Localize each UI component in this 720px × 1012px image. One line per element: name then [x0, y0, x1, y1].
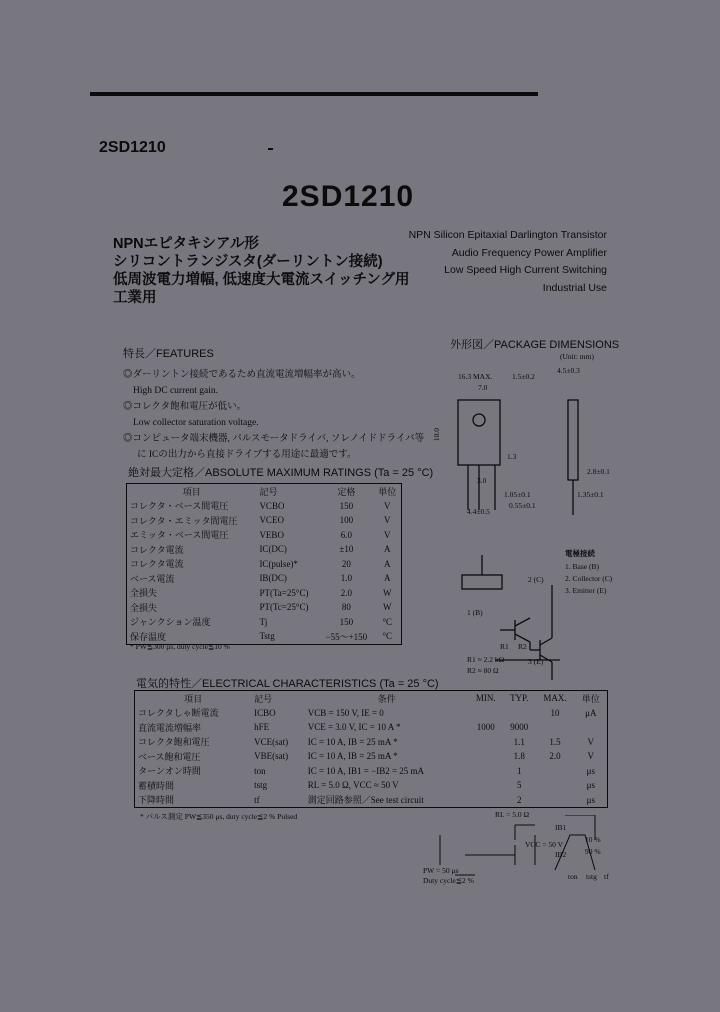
table-cell: コレクタ電流	[130, 544, 184, 555]
pins-title: 電極接続	[565, 549, 595, 558]
table-cell: A	[384, 544, 391, 555]
table-cell: ベース電流	[130, 573, 175, 584]
table-row	[135, 793, 608, 808]
table-cell: 1	[516, 765, 522, 776]
table-cell: ±10	[339, 544, 354, 555]
header-cell: MAX.	[543, 693, 567, 704]
table-cell: VCBO	[259, 500, 285, 511]
table-cell: °C	[382, 616, 393, 627]
circuit-label: 3 (E)	[528, 657, 544, 666]
table-cell: 1.1	[513, 736, 525, 747]
table-cell: 1.0	[340, 573, 352, 584]
top-rule	[90, 92, 538, 96]
dim-label: 0.55±0.1	[509, 501, 536, 510]
table-cell: IC(DC)	[259, 544, 287, 555]
circuit-label: R1 ≈ 2.2 kΩ	[467, 655, 505, 664]
desc-en-line: Industrial Use	[542, 281, 607, 294]
table-cell: 全損失	[130, 588, 158, 599]
table-row	[127, 586, 402, 601]
table-cell: VEBO	[259, 529, 284, 540]
table-row	[135, 735, 608, 750]
dim-label: 4.5±0.3	[557, 366, 580, 375]
table-cell: 10	[550, 707, 560, 718]
test-label: IB2	[555, 850, 567, 859]
circuit-label: R2	[518, 642, 527, 651]
pin-label: 3. Emitter (E)	[565, 586, 607, 595]
header-cell: 項目	[184, 693, 203, 704]
header-cell: 条件	[377, 693, 396, 704]
electrical-table	[134, 690, 608, 808]
table-cell: 2.0	[549, 751, 561, 762]
table-cell: 150	[339, 500, 354, 511]
table-row	[127, 557, 402, 572]
header-part-number: 2SD1210	[99, 139, 166, 156]
table-cell: 100	[339, 515, 354, 526]
table-cell: 全損失	[130, 602, 158, 613]
feature-item: ◎コンピュータ端末機器, パルスモータドライバ, ソレノイドドライバ等	[123, 434, 425, 444]
table-cell: ton	[254, 765, 266, 776]
table-cell: A	[384, 573, 391, 584]
desc-en-line: Low Speed High Current Switching	[444, 264, 607, 276]
table-cell: 20	[341, 558, 351, 569]
table-cell: V	[384, 529, 391, 540]
table-cell: VCE(sat)	[254, 736, 289, 747]
table-cell: コレクタしゃ断電流	[138, 708, 219, 719]
table-row	[127, 499, 402, 514]
table-cell	[468, 706, 502, 721]
dim-label: 10.0	[432, 427, 442, 442]
table-row	[127, 542, 402, 557]
feature-item: Low collector saturation voltage.	[133, 418, 259, 428]
abs-max-note: * PW≦300 μs, duty cycle≦10 %	[130, 642, 230, 651]
table-cell: 80	[341, 602, 351, 613]
table-cell: V	[384, 500, 391, 511]
test-label: 10 %	[585, 835, 601, 844]
header-cell: TYP.	[510, 693, 529, 704]
test-label: tstg	[586, 872, 597, 881]
table-cell: 下降時間	[138, 795, 175, 806]
table-cell	[535, 720, 574, 735]
table-row	[127, 571, 402, 586]
test-label: VCC = 50 V	[525, 840, 564, 849]
table-cell: 2.0	[340, 587, 352, 598]
table-row	[135, 720, 608, 735]
table-cell: コレクタ・ベース間電圧	[130, 501, 229, 512]
dim-label: 1.05±0.1	[504, 490, 531, 499]
table-cell: IC = 10 A, IB = 25 mA *	[307, 751, 398, 762]
table-cell: 6.0	[340, 529, 352, 540]
features-section	[123, 345, 424, 463]
table-cell: コレクタ電流	[130, 559, 184, 570]
table-cell: A	[384, 558, 391, 569]
pin-label: 1. Base (B)	[565, 562, 599, 571]
table-cell	[535, 764, 574, 779]
table-cell	[575, 720, 608, 735]
description-jp	[113, 235, 409, 307]
table-row	[135, 706, 608, 721]
table-cell: 150	[339, 616, 354, 627]
table-row	[127, 513, 402, 528]
desc-jp-line: シリコントランジスタ(ダーリントン接続)	[113, 254, 383, 270]
header-cell: MIN.	[475, 693, 496, 704]
table-cell	[503, 706, 535, 721]
feature-item: ◎コレクタ飽和電圧が低い。	[123, 402, 247, 412]
table-cell	[535, 793, 574, 808]
table-cell: 保存温度	[130, 631, 167, 642]
desc-jp-line: 低周波電力増幅, 低速度大電流スイッチング用	[113, 272, 410, 288]
table-cell	[468, 764, 502, 779]
table-row	[127, 528, 402, 543]
test-label: tf	[604, 872, 609, 881]
table-cell: Tj	[259, 616, 268, 627]
table-cell: 1.8	[513, 751, 525, 762]
desc-en-line: NPN Silicon Epitaxial Darlington Transistor	[408, 229, 607, 241]
test-label: ton	[568, 872, 578, 881]
table-cell: V	[587, 751, 595, 762]
table-cell	[535, 778, 574, 793]
desc-en-line: Audio Frequency Power Amplifier	[451, 246, 607, 259]
table-row	[135, 764, 608, 779]
table-cell	[468, 793, 502, 808]
circuit-label: 2 (C)	[528, 575, 544, 584]
table-cell	[468, 735, 502, 750]
pin-label: 2. Collector (C)	[565, 574, 613, 583]
package-drawing	[440, 360, 630, 690]
table-cell: −55～+150	[325, 631, 368, 642]
table-cell: 9000	[510, 722, 529, 733]
table-cell: ジャンクション温度	[130, 617, 211, 628]
table-cell: コレクタ・エミッタ間電圧	[130, 515, 238, 526]
description-en	[409, 227, 607, 297]
header-cell: 記号	[259, 486, 278, 497]
table-cell: tf	[254, 794, 260, 805]
abs-max-title: 絶対最大定格／ABSOLUTE MAXIMUM RATINGS (Ta = 25 °C)	[128, 467, 434, 479]
table-cell: 蓄積時間	[138, 780, 175, 791]
table-cell: 直流電流増幅率	[138, 722, 202, 733]
dim-label: 1.5±0.2	[512, 372, 535, 381]
features-title: 特長／FEATURES	[123, 348, 214, 360]
table-cell: V	[587, 736, 595, 747]
header-cell: 定格	[337, 486, 356, 497]
table-cell: PT(Ta=25°C)	[259, 587, 309, 598]
table-cell: W	[383, 602, 392, 613]
header-cell: 単位	[581, 693, 600, 704]
table-header	[127, 484, 402, 499]
header-cell: 記号	[254, 693, 273, 704]
table-row	[135, 749, 608, 764]
electrical-note: * パルス測定 PW≦350 μs, duty cycle≦2 % Pulsed	[140, 812, 298, 821]
circuit-label: R2 ≈ 80 Ω	[467, 666, 499, 675]
table-row	[135, 778, 608, 793]
table-cell: ベース飽和電圧	[138, 751, 201, 762]
test-label: IB1	[555, 823, 567, 832]
table-cell: VCE = 3.0 V, IC = 10 A *	[307, 722, 401, 733]
header-cell: 単位	[378, 486, 397, 497]
table-cell: μs	[586, 780, 595, 791]
feature-item: に ICの出力から直接ドライブする用途に最適です。	[137, 450, 357, 460]
package-title: 外形図／PACKAGE DIMENSIONS	[450, 339, 620, 351]
table-cell: Tstg	[259, 631, 275, 642]
absolute-max-table	[126, 483, 402, 645]
table-cell: PT(Tc=25°C)	[259, 602, 309, 613]
table-cell: tstg	[254, 780, 268, 791]
test-label: RL = 5.0 Ω	[495, 810, 530, 819]
desc-jp-line: NPNエピタキシアル形	[113, 236, 259, 252]
table-cell: IC = 10 A, IB = 25 mA *	[307, 736, 398, 747]
table-cell: °C	[382, 631, 393, 642]
circuit-label: 1 (B)	[467, 608, 483, 617]
dim-label: 1.3	[507, 452, 517, 461]
desc-jp-line: 工業用	[113, 290, 157, 306]
dim-label: 7.0	[478, 383, 488, 392]
table-cell: W	[383, 587, 392, 598]
table-row	[127, 615, 402, 630]
table-cell: 1000	[476, 722, 495, 733]
table-cell: IC(pulse)*	[259, 558, 298, 569]
electrical-title: 電気的特性／ELECTRICAL CHARACTERISTICS (Ta = 25 °C)	[136, 678, 439, 690]
mark	[268, 148, 273, 150]
circuit-label: R1	[500, 642, 509, 651]
table-cell: IB(DC)	[259, 573, 287, 584]
page-title: 2SD1210	[282, 180, 415, 213]
table-cell: μs	[586, 765, 595, 776]
test-label: 90 %	[585, 847, 601, 856]
table-cell: 測定回路参照／See test circuit	[307, 795, 424, 806]
table-cell: RL = 5.0 Ω, VCC ≈ 50 V	[307, 780, 399, 791]
feature-item: ◎ダーリントン接続であるため直流電流増幅率が高い。	[123, 370, 361, 380]
table-cell	[468, 778, 502, 793]
table-cell: IC = 10 A, IB1 = −IB2 = 25 mA	[307, 765, 425, 776]
table-cell: VCB = 150 V, IE = 0	[307, 707, 384, 718]
test-label: Duty cycle≦2 %	[423, 876, 474, 885]
package-unit: (Unit: mm)	[560, 352, 594, 361]
feature-item: High DC current gain.	[133, 386, 218, 396]
table-cell: 2	[516, 794, 522, 805]
test-label: PW = 50 μs	[423, 866, 459, 875]
table-cell: ターンオン時間	[138, 766, 201, 777]
table-cell: ICBO	[254, 707, 276, 718]
table-cell: VBE(sat)	[254, 751, 289, 762]
header-cell: 項目	[182, 486, 201, 497]
table-cell: 1.5	[549, 736, 561, 747]
table-cell: 5	[516, 780, 522, 791]
table-cell: hFE	[254, 722, 270, 733]
dim-label: 2.8±0.1	[587, 467, 610, 476]
table-cell: エミッタ・ベース間電圧	[130, 530, 229, 541]
dim-label: 3.0	[477, 476, 487, 485]
dim-label: 4.4±0.5	[467, 507, 490, 516]
table-cell: μA	[585, 707, 597, 718]
table-row	[127, 600, 402, 615]
table-header	[135, 691, 608, 706]
table-cell: コレクタ飽和電圧	[138, 737, 210, 748]
dim-label: 1.35±0.1	[577, 490, 604, 499]
table-cell: μs	[586, 794, 595, 805]
dim-label: 16.3 MAX.	[458, 372, 493, 381]
table-cell: V	[384, 515, 391, 526]
table-cell	[468, 749, 502, 764]
table-cell: VCEO	[259, 515, 284, 526]
